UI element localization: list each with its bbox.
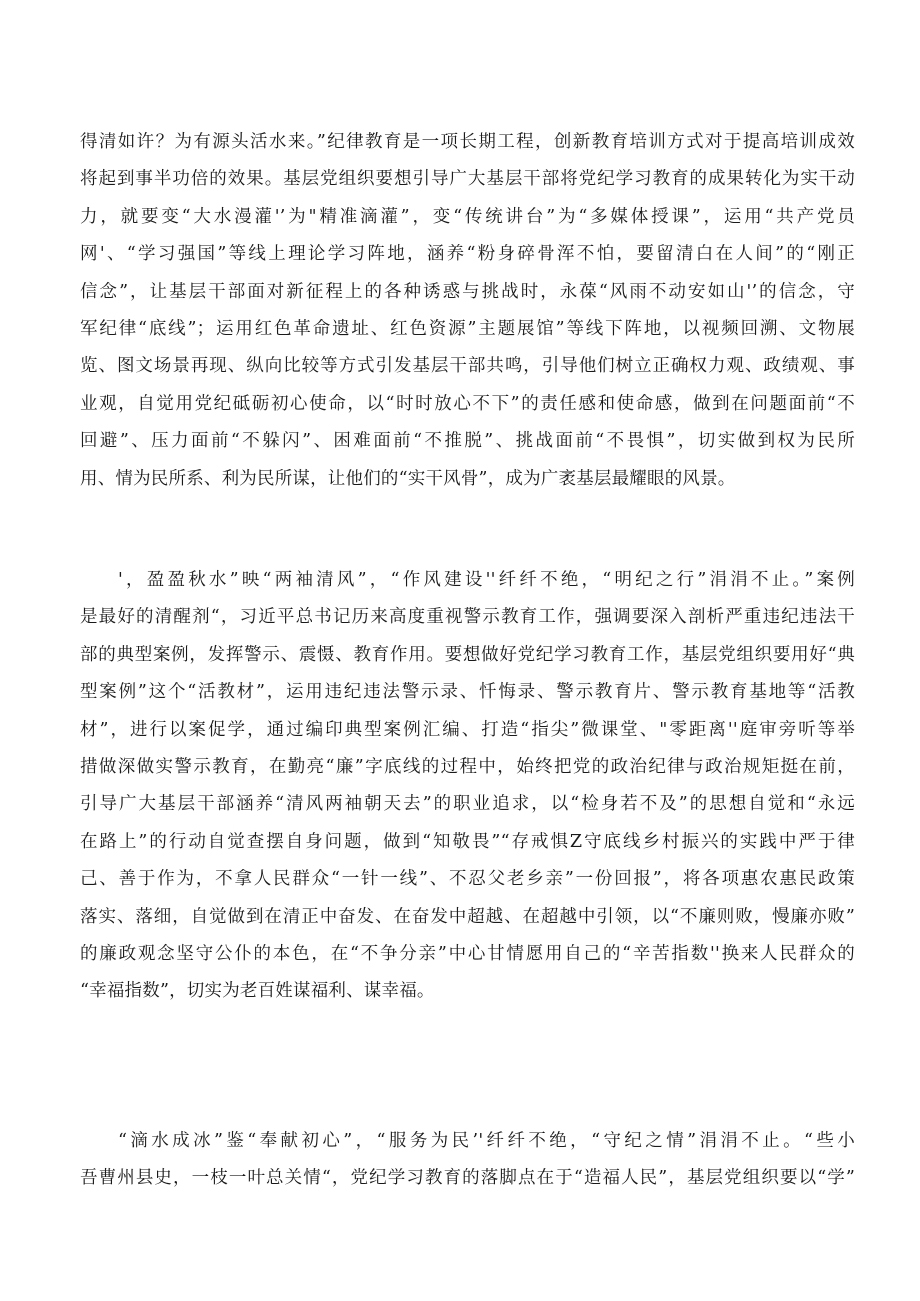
paragraph-line: 网'、“学习强国”等线上理论学习阵地，涵养“粉身碎骨浑不怕，要留清白在人间”的“刚正 <box>80 244 855 265</box>
paragraph-line: 材”，进行以案促学，通过编印典型案例汇编、打造“指尖”微课堂、"零距离''庭审旁听等举 <box>80 719 855 740</box>
paragraph-line: 回避”、压力面前“不躲闪”、困难面前“不推脱”、挑战面前“不畏惧”，切实做到权为民所 <box>80 431 855 452</box>
paragraph-line: 将起到事半功倍的效果。基层党组织要想引导广大基层干部将党纪学习教育的成果转化为实干动 <box>80 169 855 190</box>
paragraph-line: 落实、落细，自觉做到在清正中奋发、在奋发中超越、在超越中引领，以“不廉则败，慢廉亦败” <box>80 906 855 927</box>
paragraph-line: 引导广大基层干部涵养“清风两袖朝天去”的职业追求，以“检身若不及”的思想自觉和“永远 <box>80 794 855 815</box>
paragraph-line: 吾曹州县史，一枝一叶总关情“，党纪学习教育的落脚点在于“造福人民”，基层党组织要以“学” <box>80 1168 855 1189</box>
paragraph-line: 型案例”这个“活教材”，运用违纪违法警示录、忏悔录、警示教育片、警示教育基地等“活教 <box>80 682 855 703</box>
paragraph-line: “幸福指数”，切实为老百姓谋福利、谋幸福。 <box>80 981 435 1002</box>
paragraph-line: 在路上”的行动自觉查摆自身问题，做到“知敬畏”“存戒惧Z守底线乡村振兴的实践中严于律 <box>80 831 855 852</box>
paragraph-line: '，盈盈秋水”映“两袖清风”，“作风建设''纤纤不绝，“明纪之行”涓涓不止。”案例 <box>118 570 855 590</box>
paragraph-line: 业观，自觉用党纪砥砺初心使命，以“时时放心不下”的责任感和使命感，做到在问题面前“不 <box>80 393 855 414</box>
paragraph-line: 得清如许？为有源头活水来。”纪律教育是一项长期工程，创新教育培训方式对于提高培训成效 <box>80 132 855 152</box>
paragraph-line: 措做深做实警示教育，在勤亮“廉”字底线的过程中，始终把党的政治纪律与政治规矩挺在前， <box>80 756 855 777</box>
paragraph-line: 力，就要变“大水漫灌'’为"精准滴灌”，变“传统讲台”为“多媒体授课”，运用“共产党员 <box>80 206 855 227</box>
paragraph-serve-people <box>80 1123 855 1198</box>
paragraph-line: 览、图文场景再现、纵向比较等方式引发基层干部共鸣，引导他们树立正确权力观、政绩观、事 <box>80 356 855 377</box>
paragraph-line: 军纪律“底线”；运用红色革命遗址、红色资源”主题展馆”等线下阵地，以视频回溯、文物展 <box>80 318 855 339</box>
paragraph-line: 是最好的清醒剂“，习近平总书记历来高度重视警示教育工作，强调要深入剖析严重违纪违法干 <box>80 607 855 628</box>
paragraph-line: 的廉政观念坚守公仆的本色，在“不争分亲”中心甘情愿用自己的“辛苦指数''换来人民群众的 <box>80 943 855 964</box>
paragraph-line: 己、善于作为，不拿人民群众“一针一线”、不忍父老乡亲”一份回报”，将各项惠农惠民政策 <box>80 869 855 890</box>
paragraph-line: 用、情为民所系、利为民所谋，让他们的“实干风骨”，成为广袤基层最耀眼的风景。 <box>80 468 736 489</box>
paragraph-line: “滴水成冰”鉴“奉献初心”，“服务为民’'纤纤不绝，“守纪之情”涓涓不止。“些小 <box>118 1131 855 1151</box>
paragraph-discipline-education <box>80 124 855 498</box>
paragraph-line: 部的典型案例，发挥警示、震慑、教育作用。要想做好党纪学习教育工作，基层党组织要用好“典 <box>80 644 855 665</box>
paragraph-warning-education <box>80 562 855 1011</box>
paragraph-line: 信念”，让基层干部面对新征程上的各种诱惑与挑战时，永葆“风雨不动安如山'’的信念，守 <box>80 281 855 302</box>
